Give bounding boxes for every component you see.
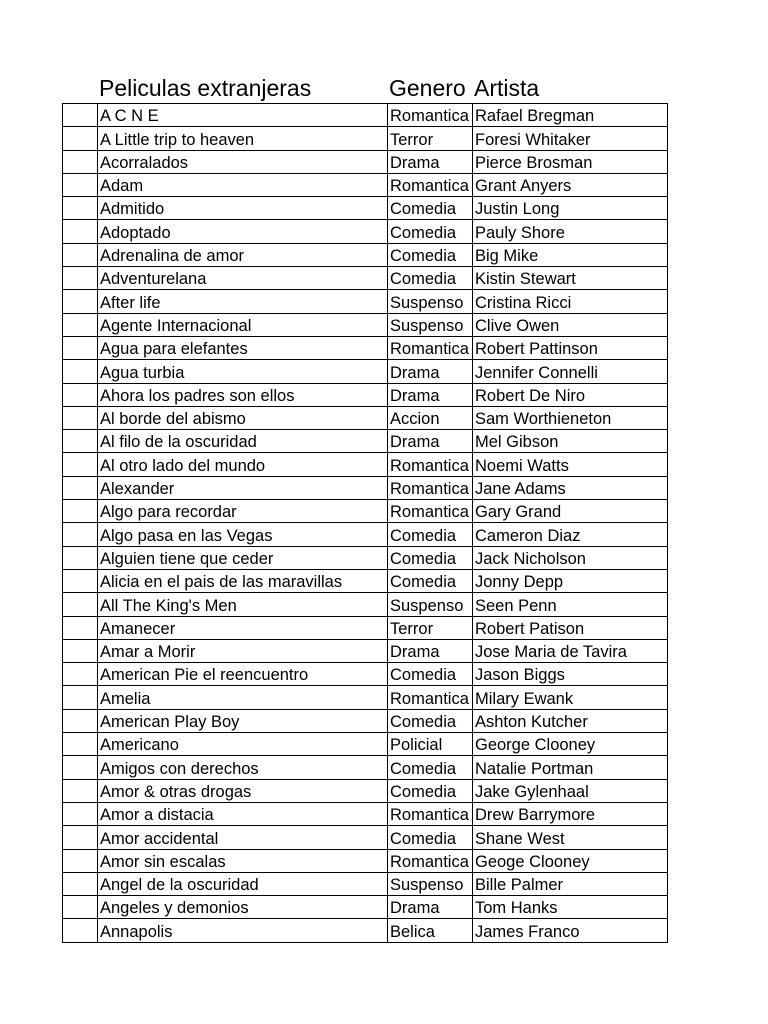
movies-table <box>62 103 668 943</box>
header-peliculas: Peliculas extranjeras <box>99 75 312 101</box>
row-empty-cell[interactable] <box>63 453 98 476</box>
cell-genero[interactable]: Romantica <box>388 336 473 359</box>
cell-artista[interactable]: Big Mike <box>473 243 668 266</box>
cell-artista[interactable]: Natalie Portman <box>473 756 668 779</box>
cell-genero[interactable]: Comedia <box>388 523 473 546</box>
table-row <box>63 150 668 173</box>
row-empty-cell[interactable] <box>63 290 98 313</box>
row-empty-cell[interactable] <box>63 896 98 919</box>
cell-genero[interactable]: Terror <box>388 127 473 150</box>
cell-genero[interactable]: Accion <box>388 406 473 429</box>
cell-genero[interactable]: Terror <box>388 616 473 639</box>
cell-artista[interactable]: Noemi Watts <box>473 453 668 476</box>
cell-pelicula[interactable]: A C N E <box>98 104 388 127</box>
table-row <box>63 569 668 592</box>
row-empty-cell[interactable] <box>63 267 98 290</box>
cell-genero[interactable]: Comedia <box>388 663 473 686</box>
cell-artista[interactable]: Milary Ewank <box>473 686 668 709</box>
table-row <box>63 709 668 732</box>
table-row <box>63 639 668 662</box>
cell-pelicula[interactable]: Agua turbia <box>98 360 388 383</box>
table-row <box>63 779 668 802</box>
cell-artista[interactable]: Bille Palmer <box>473 872 668 895</box>
cell-artista[interactable]: Grant Anyers <box>473 173 668 196</box>
cell-artista[interactable]: Cameron Diaz <box>473 523 668 546</box>
cell-genero[interactable]: Comedia <box>388 709 473 732</box>
cell-genero[interactable]: Suspenso <box>388 593 473 616</box>
cell-artista[interactable]: Robert De Niro <box>473 383 668 406</box>
cell-artista[interactable]: Shane West <box>473 826 668 849</box>
cell-genero[interactable]: Romantica <box>388 802 473 825</box>
cell-pelicula[interactable]: Al otro lado del mundo <box>98 453 388 476</box>
row-empty-cell[interactable] <box>63 500 98 523</box>
table-row <box>63 173 668 196</box>
row-empty-cell[interactable] <box>63 593 98 616</box>
table-row <box>63 500 668 523</box>
cell-pelicula[interactable]: American Pie el reencuentro <box>98 663 388 686</box>
cell-pelicula[interactable]: Al borde del abismo <box>98 406 388 429</box>
cell-pelicula[interactable]: Adrenalina de amor <box>98 243 388 266</box>
table-row <box>63 919 668 942</box>
cell-artista[interactable]: Jason Biggs <box>473 663 668 686</box>
cell-pelicula[interactable]: Alexander <box>98 476 388 499</box>
table-row <box>63 896 668 919</box>
table-row <box>63 243 668 266</box>
row-empty-cell[interactable] <box>63 243 98 266</box>
cell-artista[interactable]: Gary Grand <box>473 500 668 523</box>
cell-genero[interactable]: Comedia <box>388 826 473 849</box>
cell-pelicula[interactable]: Amelia <box>98 686 388 709</box>
row-empty-cell[interactable] <box>63 127 98 150</box>
table-row <box>63 826 668 849</box>
cell-artista[interactable]: Seen Penn <box>473 593 668 616</box>
cell-pelicula[interactable]: Amor accidental <box>98 826 388 849</box>
cell-genero[interactable]: Drama <box>388 150 473 173</box>
cell-genero[interactable]: Comedia <box>388 220 473 243</box>
row-empty-cell[interactable] <box>63 197 98 220</box>
row-empty-cell[interactable] <box>63 523 98 546</box>
row-empty-cell[interactable] <box>63 150 98 173</box>
row-empty-cell[interactable] <box>63 360 98 383</box>
cell-pelicula[interactable]: After life <box>98 290 388 313</box>
row-empty-cell[interactable] <box>63 569 98 592</box>
table-row <box>63 220 668 243</box>
table-row <box>63 756 668 779</box>
row-empty-cell[interactable] <box>63 220 98 243</box>
cell-artista[interactable]: Sam Worthieneton <box>473 406 668 429</box>
row-empty-cell[interactable] <box>63 919 98 942</box>
row-empty-cell[interactable] <box>63 849 98 872</box>
cell-pelicula[interactable]: Amanecer <box>98 616 388 639</box>
cell-artista[interactable]: George Clooney <box>473 733 668 756</box>
cell-genero[interactable]: Comedia <box>388 779 473 802</box>
row-empty-cell[interactable] <box>63 430 98 453</box>
cell-artista[interactable]: Clive Owen <box>473 313 668 336</box>
cell-genero[interactable]: Comedia <box>388 197 473 220</box>
cell-pelicula[interactable]: Amor & otras drogas <box>98 779 388 802</box>
row-empty-cell[interactable] <box>63 872 98 895</box>
header-genero: Genero <box>389 75 466 101</box>
cell-genero[interactable]: Suspenso <box>388 872 473 895</box>
cell-pelicula[interactable]: Amor sin escalas <box>98 849 388 872</box>
cell-artista[interactable]: Jake Gylenhaal <box>473 779 668 802</box>
cell-artista[interactable]: Robert Pattinson <box>473 336 668 359</box>
row-empty-cell[interactable] <box>63 383 98 406</box>
cell-pelicula[interactable]: A Little trip to heaven <box>98 127 388 150</box>
cell-pelicula[interactable]: Al filo de la oscuridad <box>98 430 388 453</box>
row-empty-cell[interactable] <box>63 663 98 686</box>
table-row <box>63 872 668 895</box>
table-row <box>63 849 668 872</box>
cell-artista[interactable]: Pauly Shore <box>473 220 668 243</box>
row-empty-cell[interactable] <box>63 336 98 359</box>
table-row <box>63 476 668 499</box>
cell-artista[interactable]: Jonny Depp <box>473 569 668 592</box>
header-artista: Artista <box>474 75 540 101</box>
cell-genero[interactable]: Romantica <box>388 686 473 709</box>
cell-genero[interactable]: Comedia <box>388 546 473 569</box>
cell-pelicula[interactable]: Adam <box>98 173 388 196</box>
cell-genero[interactable]: Romantica <box>388 453 473 476</box>
cell-pelicula[interactable]: American Play Boy <box>98 709 388 732</box>
cell-pelicula[interactable]: Adoptado <box>98 220 388 243</box>
cell-pelicula[interactable]: Angel de la oscuridad <box>98 872 388 895</box>
movies-table-body <box>63 104 668 943</box>
table-row <box>63 686 668 709</box>
table-row <box>63 127 668 150</box>
cell-genero[interactable]: Drama <box>388 896 473 919</box>
table-row <box>63 383 668 406</box>
cell-pelicula[interactable]: Amor a distacia <box>98 802 388 825</box>
cell-pelicula[interactable]: Amar a Morir <box>98 639 388 662</box>
table-row <box>63 360 668 383</box>
row-empty-cell[interactable] <box>63 802 98 825</box>
cell-pelicula[interactable]: Annapolis <box>98 919 388 942</box>
cell-artista[interactable]: Cristina Ricci <box>473 290 668 313</box>
cell-pelicula[interactable]: Alicia en el pais de las maravillas <box>98 569 388 592</box>
table-row <box>63 197 668 220</box>
cell-genero[interactable]: Suspenso <box>388 290 473 313</box>
cell-pelicula[interactable]: Adventurelana <box>98 267 388 290</box>
row-empty-cell[interactable] <box>63 476 98 499</box>
row-empty-cell[interactable] <box>63 546 98 569</box>
cell-artista[interactable]: Jose Maria de Tavira <box>473 639 668 662</box>
table-row <box>63 546 668 569</box>
table-row <box>63 453 668 476</box>
cell-artista[interactable]: Mel Gibson <box>473 430 668 453</box>
row-empty-cell[interactable] <box>63 639 98 662</box>
cell-artista[interactable]: Kistin Stewart <box>473 267 668 290</box>
cell-artista[interactable]: James Franco <box>473 919 668 942</box>
cell-artista[interactable]: Jane Adams <box>473 476 668 499</box>
table-row <box>63 267 668 290</box>
table-row <box>63 104 668 127</box>
row-empty-cell[interactable] <box>63 406 98 429</box>
cell-genero[interactable]: Suspenso <box>388 313 473 336</box>
table-row <box>63 313 668 336</box>
cell-genero[interactable]: Romantica <box>388 104 473 127</box>
cell-genero[interactable]: Romantica <box>388 849 473 872</box>
table-row <box>63 616 668 639</box>
cell-genero[interactable]: Drama <box>388 430 473 453</box>
row-empty-cell[interactable] <box>63 826 98 849</box>
table-row <box>63 406 668 429</box>
cell-pelicula[interactable]: All The King's Men <box>98 593 388 616</box>
cell-artista[interactable]: Jack Nicholson <box>473 546 668 569</box>
cell-artista[interactable]: Drew Barrymore <box>473 802 668 825</box>
cell-pelicula[interactable]: Amigos con derechos <box>98 756 388 779</box>
table-row <box>63 336 668 359</box>
cell-artista[interactable]: Tom Hanks <box>473 896 668 919</box>
column-header-row <box>0 73 768 103</box>
table-row <box>63 430 668 453</box>
cell-genero[interactable]: Drama <box>388 383 473 406</box>
table-row <box>63 593 668 616</box>
cell-artista[interactable]: Robert Patison <box>473 616 668 639</box>
cell-genero[interactable]: Romantica <box>388 173 473 196</box>
cell-pelicula[interactable]: Ahora los padres son ellos <box>98 383 388 406</box>
table-row <box>63 290 668 313</box>
row-empty-cell[interactable] <box>63 686 98 709</box>
row-empty-cell[interactable] <box>63 173 98 196</box>
cell-genero[interactable]: Comedia <box>388 569 473 592</box>
cell-pelicula[interactable]: Acorralados <box>98 150 388 173</box>
row-empty-cell[interactable] <box>63 616 98 639</box>
cell-genero[interactable]: Belica <box>388 919 473 942</box>
cell-pelicula[interactable]: Admitido <box>98 197 388 220</box>
cell-genero[interactable]: Romantica <box>388 500 473 523</box>
row-empty-cell[interactable] <box>63 779 98 802</box>
cell-artista[interactable]: Ashton Kutcher <box>473 709 668 732</box>
cell-artista[interactable]: Rafael Bregman <box>473 104 668 127</box>
cell-artista[interactable]: Justin Long <box>473 197 668 220</box>
cell-pelicula[interactable]: Angeles y demonios <box>98 896 388 919</box>
row-empty-cell[interactable] <box>63 104 98 127</box>
cell-artista[interactable]: Foresi Whitaker <box>473 127 668 150</box>
cell-pelicula[interactable]: Americano <box>98 733 388 756</box>
table-row <box>63 802 668 825</box>
cell-artista[interactable]: Geoge Clooney <box>473 849 668 872</box>
row-empty-cell[interactable] <box>63 313 98 336</box>
row-empty-cell[interactable] <box>63 733 98 756</box>
cell-genero[interactable]: Drama <box>388 639 473 662</box>
cell-pelicula[interactable]: Algo pasa en las Vegas <box>98 523 388 546</box>
table-row <box>63 733 668 756</box>
cell-pelicula[interactable]: Algo para recordar <box>98 500 388 523</box>
cell-genero[interactable]: Comedia <box>388 756 473 779</box>
cell-genero[interactable]: Policial <box>388 733 473 756</box>
row-empty-cell[interactable] <box>63 756 98 779</box>
cell-genero[interactable]: Drama <box>388 360 473 383</box>
cell-artista[interactable]: Pierce Brosman <box>473 150 668 173</box>
cell-pelicula[interactable]: Alguien tiene que ceder <box>98 546 388 569</box>
table-row <box>63 523 668 546</box>
cell-artista[interactable]: Jennifer Connelli <box>473 360 668 383</box>
cell-genero[interactable]: Romantica <box>388 476 473 499</box>
cell-pelicula[interactable]: Agua para elefantes <box>98 336 388 359</box>
cell-genero[interactable]: Comedia <box>388 267 473 290</box>
row-empty-cell[interactable] <box>63 709 98 732</box>
table-row <box>63 663 668 686</box>
cell-genero[interactable]: Comedia <box>388 243 473 266</box>
cell-pelicula[interactable]: Agente Internacional <box>98 313 388 336</box>
